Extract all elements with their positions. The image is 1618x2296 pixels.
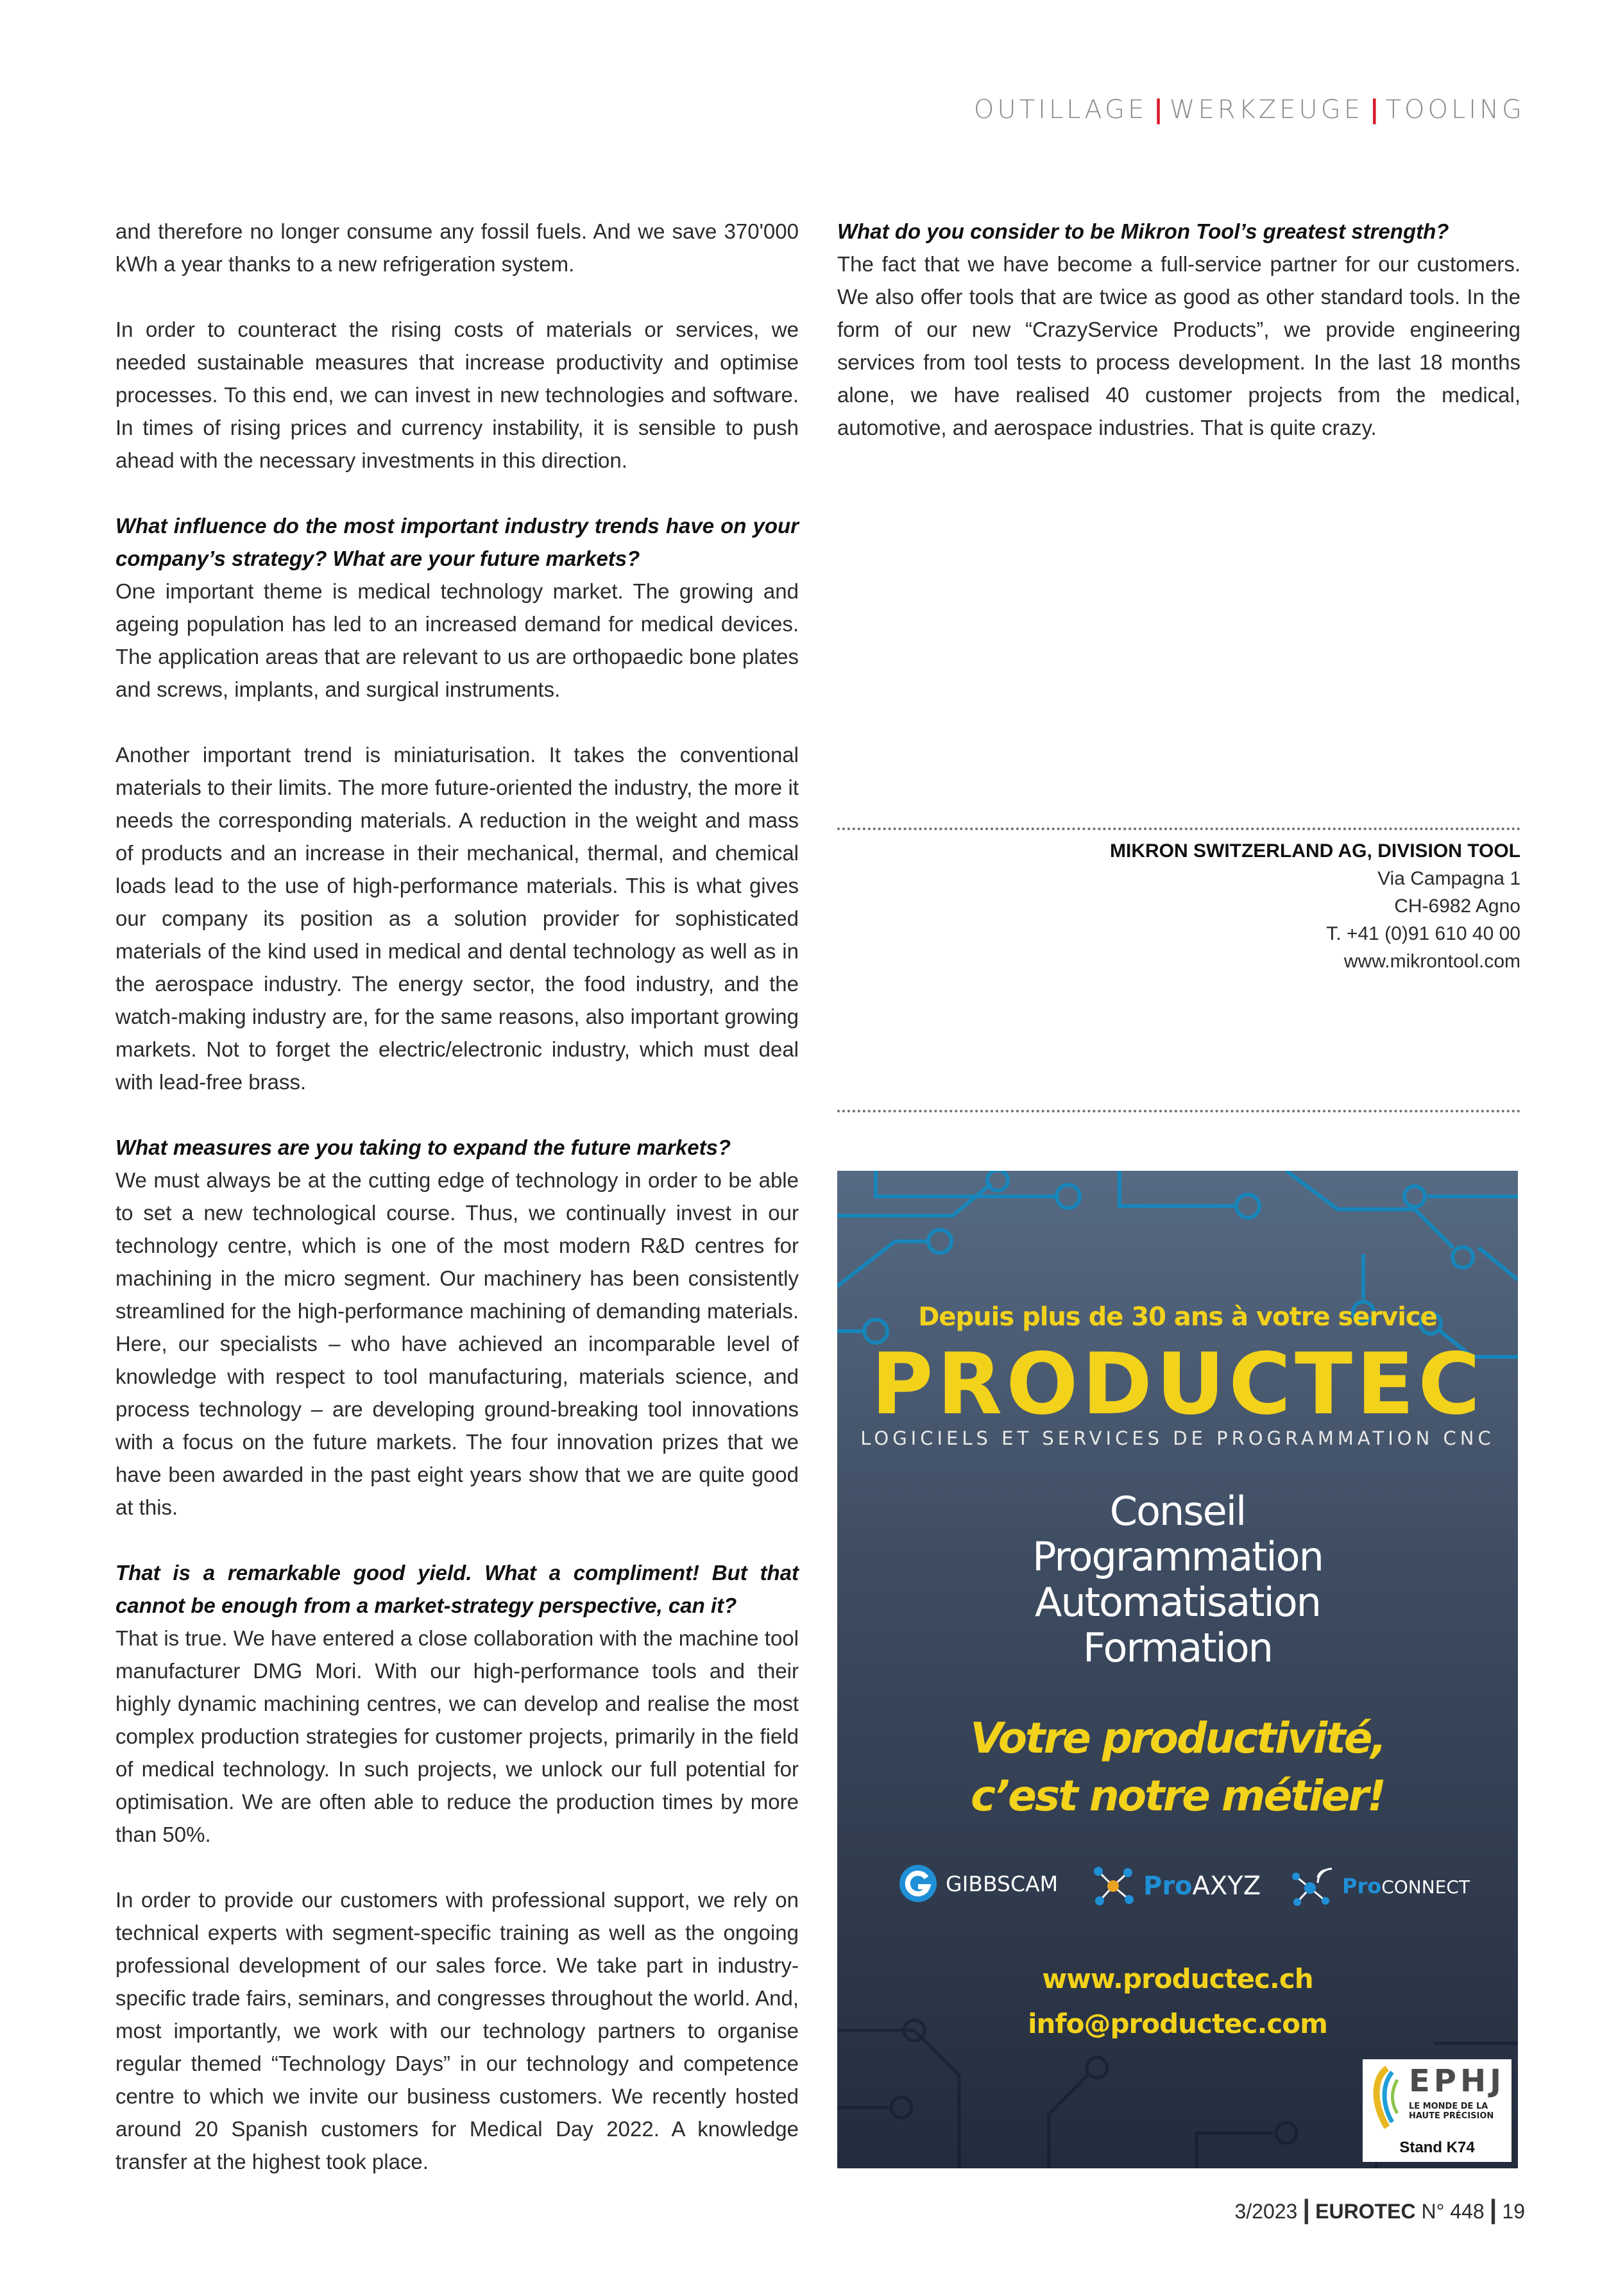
page-number: 19 [1502,2200,1525,2223]
ad-slogan [837,1710,1518,1825]
header-separator: | [1369,95,1379,124]
paragraph: and therefore no longer consume any fossil fuels. And we save 370'000 kWh a year thanks to a new refrigeration system. [115,219,799,276]
ad-email-link[interactable]: info@productec.com [1028,2008,1327,2039]
company-contact [837,837,1520,975]
gibbscam-logo [898,1864,1058,1903]
partner-name: GIBBSCAM [946,1871,1059,1896]
slogan-line: c’est notre métier! [970,1771,1385,1821]
interview-answer: We must always be at the cutting edge of technology in order to be able to set a new technological course. Thus, we continually invest in our technology centre, which is one of the most modern R&D centres for machining in the micro segment. Our machinery has been consistently streamlined for the high-performance machining of demanding materials. Here, our specialists – who have achieved an incomparable level of knowledge with respect to tool manufacturing, materials science, and process technology – are developing ground-breaking tool innovations with a focus on the future markets. The four innovation prizes that we have been awarded in the past eight years show that we are quite good at this. [115,1168,799,1519]
interview-answer: One important theme is medical technology market. The growing and ageing population has led to an increased demand for medical devices. The application areas that are relevant to us are orthopaedic bone plates and screws, implants, and surgical instruments. [115,579,799,701]
service-item: Formation [1083,1624,1272,1671]
productec-logo-subtitle: LOGICIELS ET SERVICES DE PROGRAMMATION CNC [860,1427,1495,1449]
header-separator: | [1154,95,1163,124]
ephj-name: EPHJ [1409,2063,1505,2099]
magazine-name: EUROTEC [1315,2200,1416,2223]
molecule-icon [1091,1864,1136,1909]
ephj-logo-icon [1369,2066,1405,2130]
page-footer [1234,2194,1525,2225]
section-label-en: TOOLING [1385,95,1525,124]
ephj-badge [1363,2059,1512,2162]
company-street: Via Campagna 1 [1377,868,1520,889]
section-label-de: WERKZEUGE [1169,95,1363,124]
proaxyz-logo [1091,1864,1261,1909]
service-item: Programmation [1032,1533,1323,1580]
dotted-divider [837,1110,1520,1112]
edition-number: 448 [1450,2200,1485,2223]
interview-answer: The fact that we have become a full-service partner for our customers. We also offer tools that are twice as good as other standard tools. In the form of our new “CrazyService Products”, we provide engineering services from tool tests to process development. In the last 18 months alone, we have realised 40 customer projects from the medical, automotive, and aerospace industries. That is quite crazy. [837,252,1520,439]
ephj-stand: Stand K74 [1399,2139,1475,2156]
paragraph: Another important trend is miniaturisation. It takes the conventional materials to their limits. The more future-oriented the industry, the more it needs the corresponding materials. A reduction in the weight and mass of products and an increase in their mechanical, thermal, and chemical loads lead to the use of high-performance materials. This is what gives our company its position as a solution provider for sophisticated materials of the kind used in medical and dental technology as well as in the aerospace industry. The energy sector, the food industry, and the watch-making industry are, for the same reasons, also important growing markets. Not to forget the electric/electronic industry, which must deal with lead-free brass. [115,743,799,1094]
partner-logos [837,1864,1518,1921]
company-name: MIKRON SWITZERLAND AG, DIVISION TOOL [1110,840,1520,862]
partner-name: ProCONNECT [1342,1874,1470,1898]
ad-contact [837,1957,1518,2046]
interview-question: That is a remarkable good yield. What a compliment! But that cannot be enough from a market-strategy perspective, can it? [115,1561,799,1617]
ad-tagline: Depuis plus de 30 ans à votre service [918,1302,1437,1332]
gibbscam-icon [898,1864,938,1903]
section-header [974,95,1525,124]
productec-logo-text: PRODUCTEC [871,1335,1485,1434]
left-column [115,215,799,2211]
section-label-fr: OUTILLAGE [973,95,1148,124]
productec-advertisement[interactable] [837,1171,1518,2168]
service-item: Conseil [1109,1488,1246,1535]
company-phone: T. +41 (0)91 610 40 00 [1326,923,1520,944]
interview-question: What do you consider to be Mikron Tool’s greatest strength? [837,219,1449,243]
interview-question: What influence do the most important industry trends have on your company’s strategy? What are your future markets? [115,514,799,570]
company-website[interactable]: www.mikrontool.com [1343,951,1520,972]
ephj-subtitle: LE MONDE DE LA HAUTE PRÉCISION [1409,2102,1494,2121]
paragraph: In order to provide our customers with professional support, we rely on technical experts with segment-specific training as well as the ongoing professional development of our sales force. We take part in industry-specific trade fairs, seminars, and congresses throughout the world. And, most importantly, we work with our technology partners to organise regular themed “Technology Days” in our technology and competence centre to which we invite our business customers. We recently hosted around 20 Spanish customers for Medical Day 2022. A knowledge transfer at the highest took place. [115,1888,799,2173]
interview-answer: That is true. We have entered a close collaboration with the machine tool manufacturer DMG Mori. With our high-performance tools and their highly dynamic machining centres, we can develop and realise the most complex production strategies for customer projects, primarily in the field of medical technology. In such projects, we unlock our full potential for optimisation. We are often able to reduce the production times by more than 50%. [115,1626,799,1846]
footer-separator: | [1302,2194,1311,2224]
ad-website-link[interactable]: www.productec.ch [1042,1963,1313,1994]
paragraph: In order to counteract the rising costs of materials or services, we needed sustainable measures that increase productivity and optimise processes. To this end, we can invest in new technologies and software. In times of rising prices and currency instability, it is sensible to push ahead with the necessary investments in this direction. [115,318,799,472]
service-item: Automatisation [1035,1579,1320,1626]
right-column [837,215,1520,477]
network-icon [1290,1864,1334,1909]
proconnect-logo [1290,1864,1470,1909]
company-city: CH-6982 Agno [1394,896,1520,917]
issue-number: 3/2023 [1234,2200,1298,2223]
footer-separator: | [1489,2194,1497,2224]
partner-name: ProAXYZ [1143,1871,1261,1901]
dotted-divider [837,828,1520,830]
interview-question: What measures are you taking to expand the future markets? [115,1135,731,1159]
slogan-line: Votre productivité, [970,1713,1385,1763]
services-list [837,1488,1518,1671]
edition-prefix: N° [1421,2200,1445,2223]
